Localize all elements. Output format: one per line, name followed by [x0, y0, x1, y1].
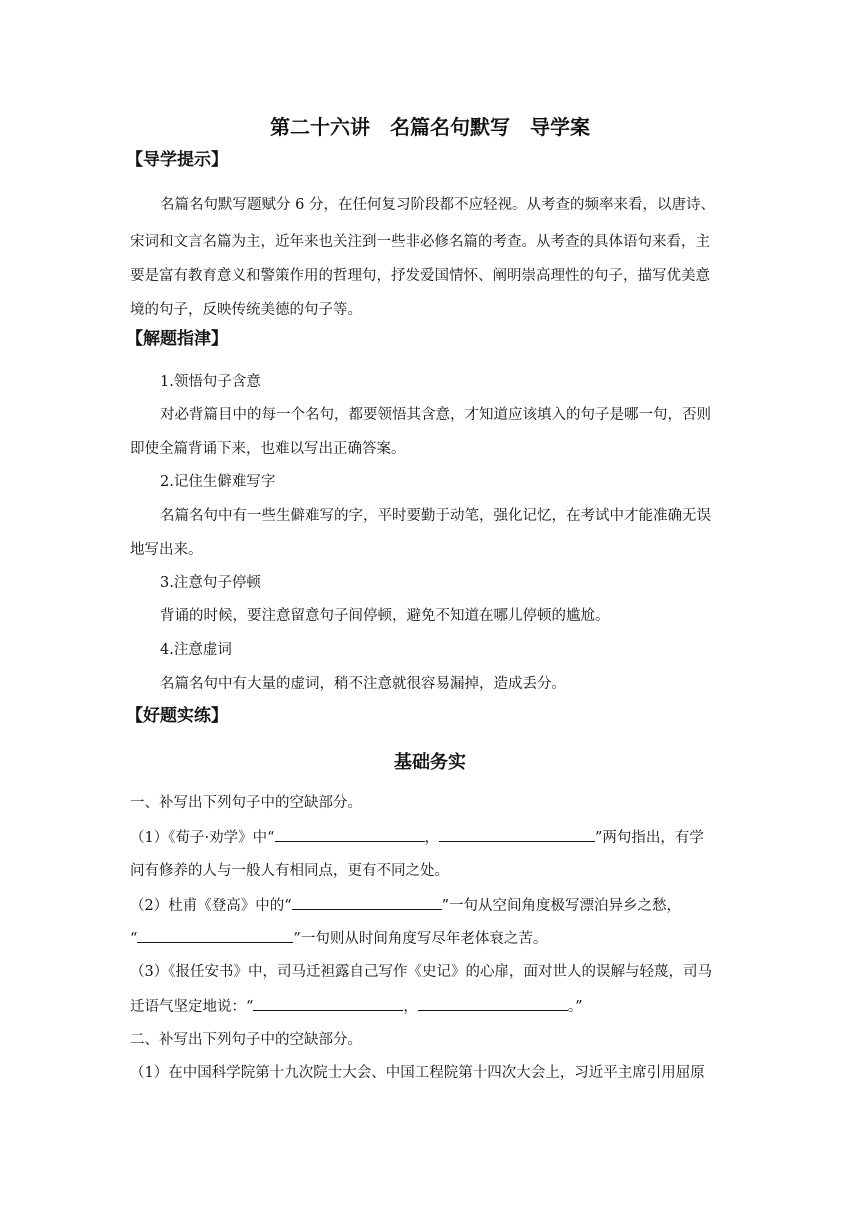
tip-title: 2.记住生僻难写字 [160, 474, 276, 490]
guide-paragraph-line: 要是富有教育意义和警策作用的哲理句，抒发爱国情怀、阐明崇高理性的句子，描写优美意 [130, 268, 710, 284]
tip-text-line: 对必背篇目中的每一个名句，都要领悟其含意，才知道应该填入的句子是哪一句，否则 [160, 407, 711, 423]
tip-title: 3.注意句子停顿 [160, 575, 261, 591]
tip-text-line: 名篇名句中有大量的虚词，稍不注意就很容易漏掉，造成丢分。 [160, 676, 566, 692]
answer-blank[interactable] [292, 895, 442, 910]
question-3-line2 [130, 996, 583, 1017]
question-3-line: （3）《报任安书》中，司马迁袒露自己写作《史记》的心扉，面对世人的误解与轻蔑，司马 [130, 964, 712, 980]
question-text: 。” [567, 999, 583, 1015]
answer-blank[interactable] [275, 827, 425, 842]
question-text: 迁语气坚定地说：“ [130, 999, 254, 1015]
question-2-line [130, 895, 681, 916]
question-text: （1）《荀子·劝学》中“ [130, 830, 275, 846]
question-group-intro: 二、补写出下列句子中的空缺部分。 [130, 1032, 362, 1048]
question-text: ”一句则从时间角度写尽年老体衰之苦。 [293, 931, 548, 947]
question-text: （2）杜甫《登高》中的“ [130, 898, 292, 914]
question-text: ”两句指出，有学 [595, 830, 704, 846]
question-1-line [130, 827, 704, 848]
answer-blank[interactable] [253, 996, 403, 1011]
question-1-line2: 问有修养的人与一般人有相同点，更有不同之处。 [130, 863, 449, 879]
tip-text-line: 背诵的时候，要注意留意句子间停顿，避免不知道在哪儿停顿的尴尬。 [160, 608, 610, 624]
guide-paragraph-line: 名篇名句默写题赋分 6 分，在任何复习阶段都不应轻视。从考查的频率来看，以唐诗、 [160, 197, 715, 213]
answer-blank[interactable] [439, 827, 595, 842]
page-title: 第二十六讲 名篇名句默写 导学案 [270, 115, 590, 139]
question-text: ”一句从空间角度极写漂泊异乡之愁， [441, 898, 682, 914]
question-line: （1）在中国科学院第十九次院士大会、中国工程院第十四次大会上，习近平主席引用屈原 [130, 1065, 705, 1081]
question-group-intro: 一、补写出下列句子中的空缺部分。 [130, 795, 362, 811]
practice-subheading: 基础务实 [394, 752, 466, 773]
question-2-line2 [130, 928, 547, 949]
question-text: ， [424, 830, 439, 846]
answer-blank[interactable] [137, 928, 293, 943]
guide-paragraph-line: 宋词和文言名篇为主，近年来也关注到一些非必修名篇的考查。从考查的具体语句来看，主 [130, 234, 710, 250]
guide-paragraph-line: 境的句子，反映传统美德的句子等。 [130, 302, 362, 318]
tip-title: 4.注意虚词 [160, 642, 232, 658]
tip-title: 1.领悟句子含意 [160, 374, 261, 390]
tip-text-line: 地写出来。 [130, 542, 203, 558]
tip-text-line: 即使全篇背诵下来，也难以写出正确答案。 [130, 441, 406, 457]
tip-text-line: 名篇名句中有一些生僻难写的字，平时要勤于动笔，强化记忆，在考试中才能准确无误 [160, 508, 711, 524]
section-heading-practice: 【好题实练】 [126, 706, 228, 726]
answer-blank[interactable] [418, 996, 568, 1011]
section-heading-guide: 【导学提示】 [126, 150, 228, 170]
question-text: “ [130, 931, 138, 947]
section-heading-tips: 【解题指津】 [126, 329, 228, 349]
question-text: ， [403, 999, 418, 1015]
